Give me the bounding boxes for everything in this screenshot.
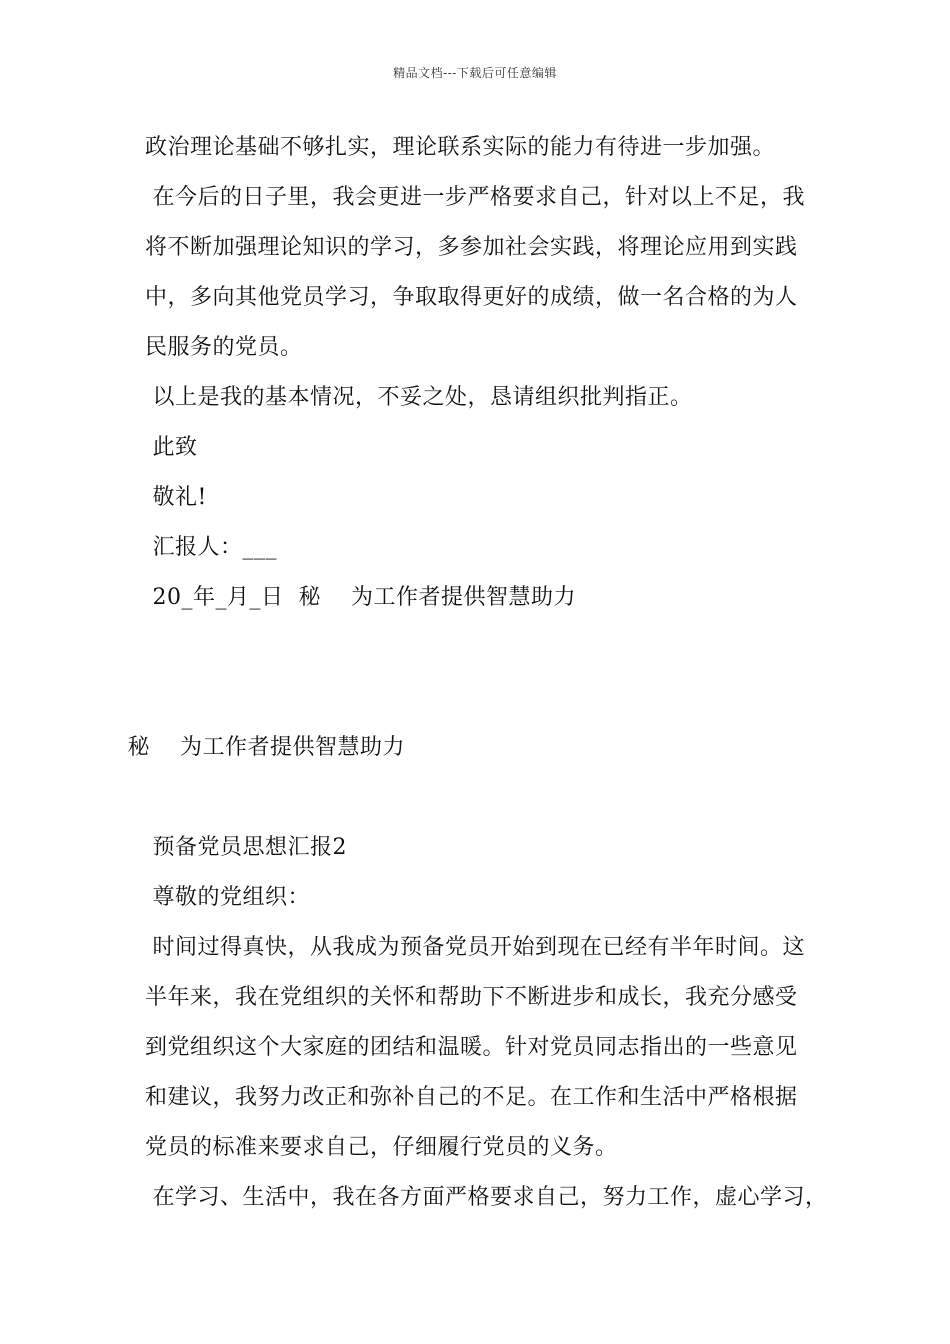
date-line: 20_年_月_日 秘 为工作者提供智慧助力: [145, 585, 576, 610]
salutation-line: 此致: [145, 435, 198, 460]
body-line: 和建议，我努力改正和弥补自己的不足。在工作和生活中严格根据: [145, 1085, 798, 1110]
body-line: 民服务的党员。: [145, 335, 303, 360]
greeting-line: 尊敬的党组织：: [145, 885, 310, 910]
body-line: 将不断加强理论知识的学习，多参加社会实践，将理论应用到实践: [145, 235, 798, 260]
reporter-line: 汇报人：___: [145, 535, 277, 560]
body-line: 时间过得真快，从我成为预备党员开始到现在已经有半年时间。这: [145, 935, 805, 960]
page-header: 精品文档---下载后可任意编辑: [393, 66, 557, 80]
section-title: 预备党员思想汇报2: [145, 835, 347, 860]
body-line: 党员的标准来要求自己，仔细履行党员的义务。: [145, 1135, 618, 1160]
salutation-line: 敬礼!: [145, 485, 207, 510]
body-line: 在学习、生活中，我在各方面严格要求自己，努力工作，虚心学习，: [145, 1185, 828, 1210]
body-line: 在今后的日子里，我会更进一步严格要求自己，针对以上不足，我: [145, 185, 805, 210]
body-line: 半年来，我在党组织的关怀和帮助下不断进步和成长，我充分感受: [145, 985, 798, 1010]
watermark-line: 秘 为工作者提供智慧助力: [120, 735, 405, 760]
body-line: 中，多向其他党员学习，争取取得更好的成绩，做一名合格的为人: [145, 285, 798, 310]
body-line: 以上是我的基本情况，不妥之处，恳请组织批判指正。: [145, 385, 693, 410]
body-line: 政治理论基础不够扎实，理论联系实际的能力有待进一步加强。: [145, 135, 776, 160]
body-line: 到党组织这个大家庭的团结和温暖。针对党员同志指出的一些意见: [145, 1035, 798, 1060]
